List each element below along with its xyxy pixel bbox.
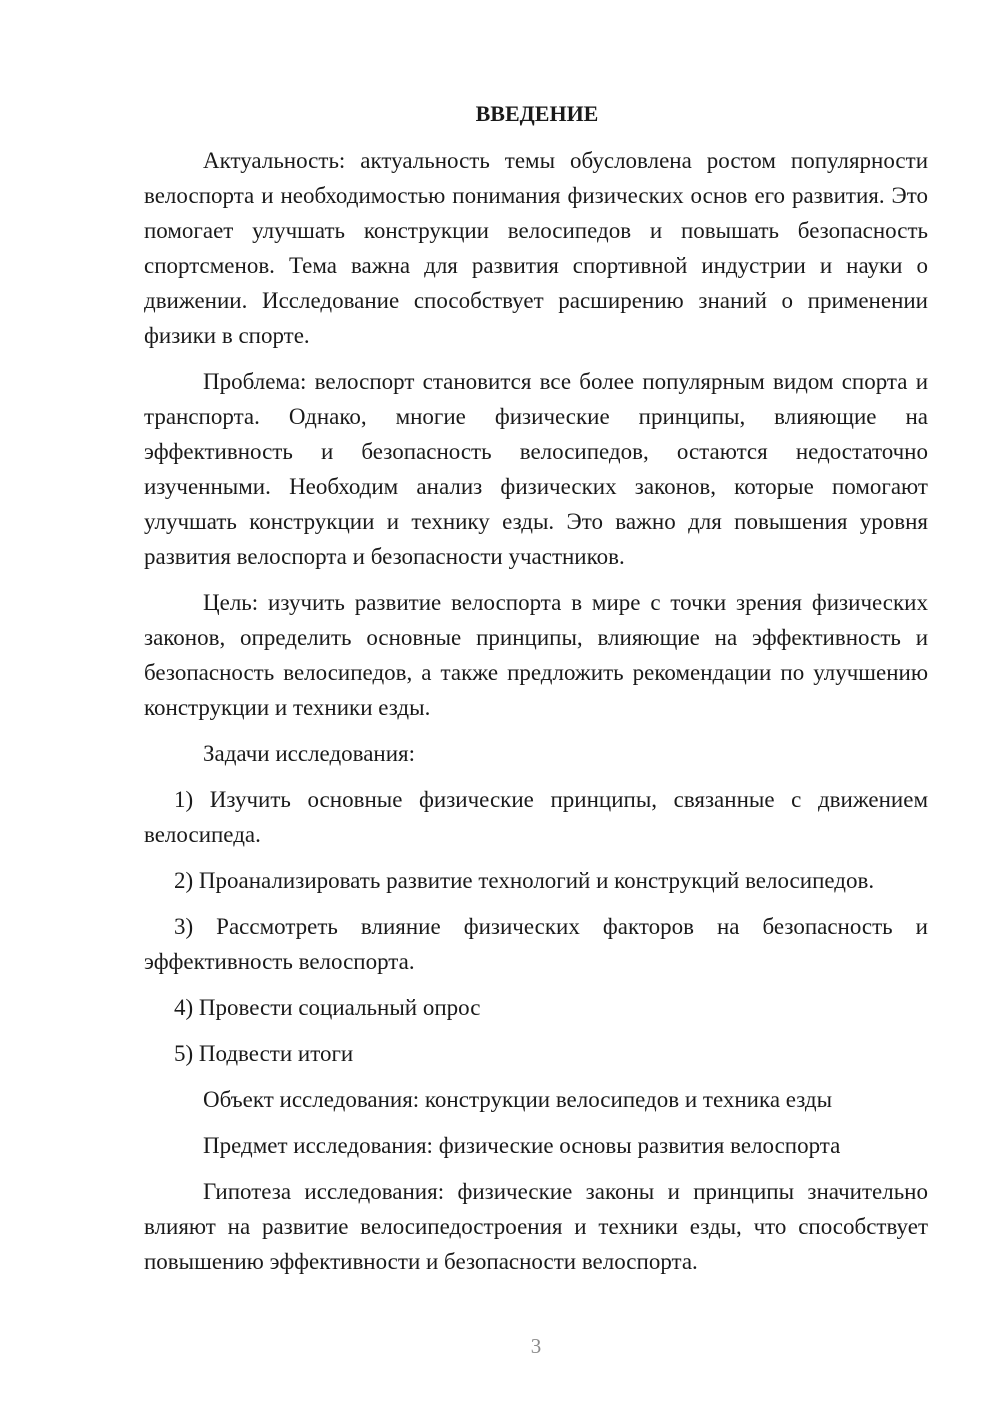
section-title: ВВЕДЕНИЕ xyxy=(475,101,599,126)
page-number: 3 xyxy=(530,1334,542,1358)
subject-paragraph: Предмет исследования: физические основы развития велоспорта xyxy=(203,1133,841,1158)
task-item-5: 5) Подвести итоги xyxy=(174,1041,354,1066)
object-paragraph: Объект исследования: конструкции велосипедов и техника езды xyxy=(203,1087,833,1112)
task-item-2: 2) Проанализировать развитие технологий и конструкций велосипедов. xyxy=(174,868,875,893)
task-item-3: 3) Рассмотреть влияние физических факторов на безопасность и эффективность велоспорта. xyxy=(144,914,928,974)
tasks-heading: Задачи исследования: xyxy=(203,741,416,766)
document-page xyxy=(144,96,928,1290)
task-item-1: 1) Изучить основные физические принципы, связанные с движением велосипеда. xyxy=(144,787,928,847)
relevance-paragraph: Актуальность: актуальность темы обусловлена ростом популярности велоспорта и необходимостью понимания физических основ его развития. Это помогает улучшать конструкции велосипедов и повышать безопасность спортсменов. Тема важна для развития спортивной индустрии и науки о движении. Исследование способствует расширению знаний о применении физики в спорте. xyxy=(144,148,928,348)
task-item-4: 4) Провести социальный опрос xyxy=(174,995,481,1020)
goal-paragraph: Цель: изучить развитие велоспорта в мире с точки зрения физических законов, определить основные принципы, влияющие на эффективность и безопасность велосипедов, а также предложить рекомендации по улучшению конструкции и техники езды. xyxy=(144,590,928,720)
problem-paragraph: Проблема: велоспорт становится все более популярным видом спорта и транспорта. Однако, многие физические принципы, влияющие на эффективность и безопасность велосипедов, остаются недостаточно изученными. Необходим анализ физических законов, которые помогают улучшать конструкции и технику езды. Это важно для повышения уровня развития велоспорта и безопасности участников. xyxy=(144,369,928,569)
hypothesis-paragraph: Гипотеза исследования: физические законы и принципы значительно влияют на развитие велосипедостроения и техники езды, что способствует повышению эффективности и безопасности велоспорта. xyxy=(144,1179,928,1274)
